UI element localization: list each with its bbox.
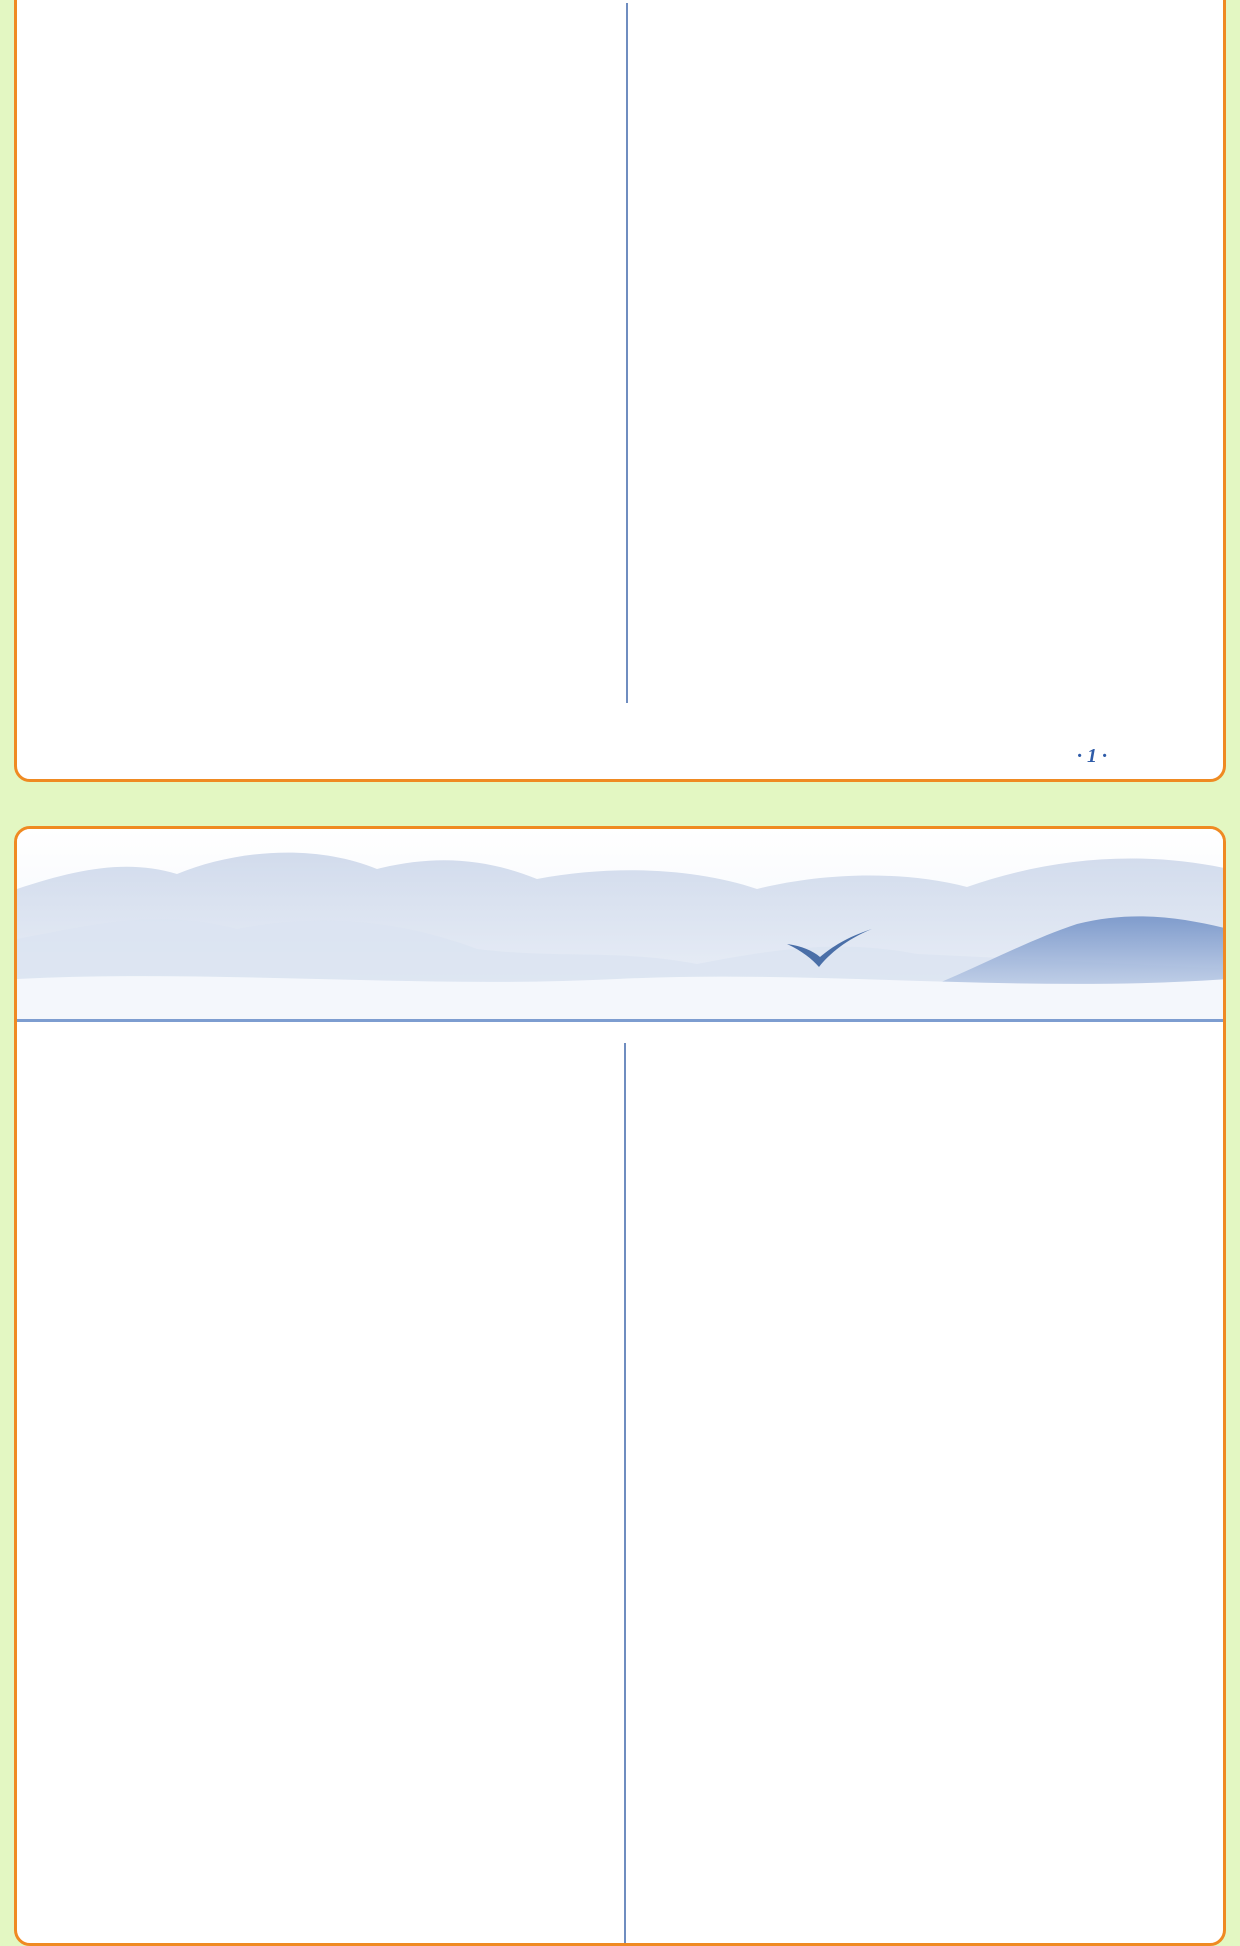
toc-left-column (129, 0, 625, 743)
column-divider (624, 1043, 626, 1943)
toc-page-2 (14, 826, 1226, 1946)
toc-page-1 (14, 0, 1226, 782)
toc-right-column (647, 0, 1147, 743)
toc-right-column (643, 829, 1153, 1946)
toc-left-column (97, 829, 617, 1946)
column-divider (626, 3, 628, 703)
page-number: · 1 · (1077, 745, 1107, 767)
